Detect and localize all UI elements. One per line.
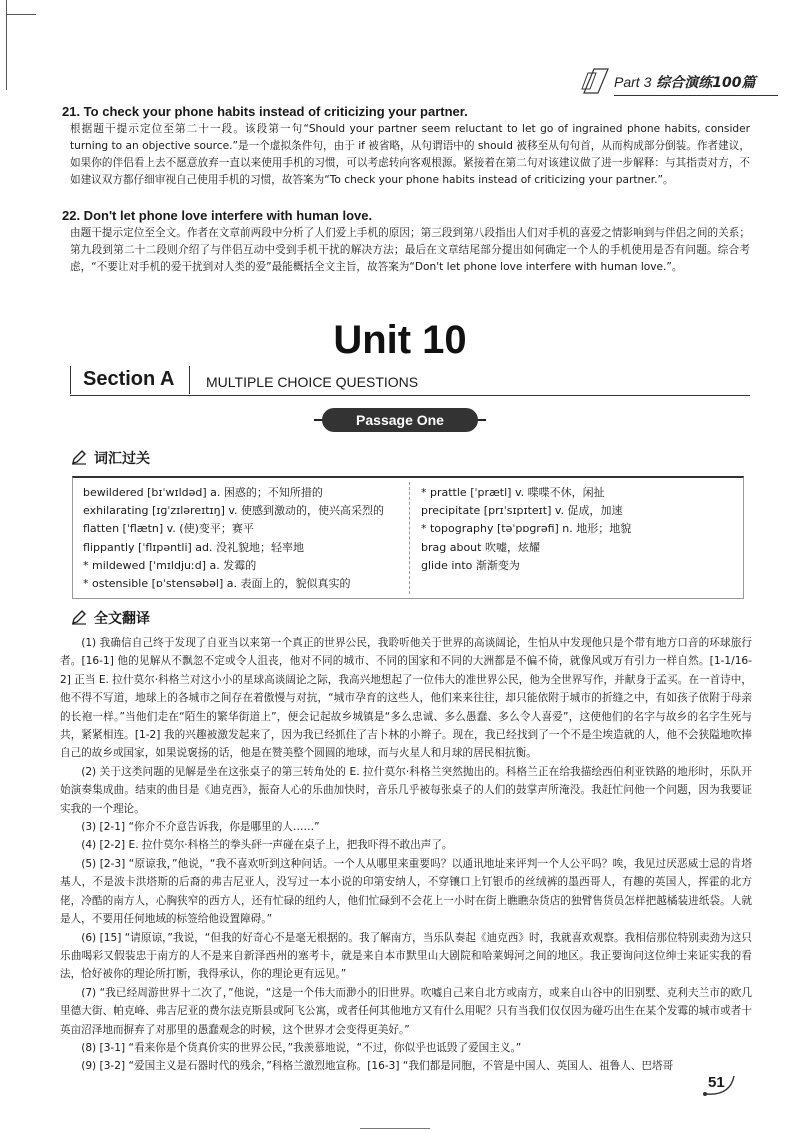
paragraph-1: (1) 我确信自己终于发现了自亚当以来第一个真正的世界公民，我聆听他关于世界的高谈阔论，生怕从中发现他只是个带有地方口音的环球旅行者。[16-1] 他的见解从不飘忽不定或令人沮丧，他对不同的城市、不同的国家和不同的大洲都是不偏不倚，就像风或万有引力一样自然。[1-1/16-2] 正当 E. 拉什莫尔·科格兰对这小小的星球高谈阔论之际，我高兴地想起了一位伟大的准世界公民，他为全世界写作，并献身于孟买。在一首诗中，他不得不写道，地球上的各城市之间存在着傲慢与对抗，“城市孕育的这些人，他们来来往往，却只能依附于城市的折缝之中，有如孩子依附于母亲的长袍一样。”当他们走在“陌生的繁华街道上”，便会记起故乡城镇是“多么忠诚、多么愚蠢、多么令人喜爱”，这使他们的名字与故乡的名字生死与共，紧紧相连。[1-2] 我的兴趣被激发起来了，因为我已经抓住了吉卜林的小辫子。现在，我已经找到了一个不是尘埃造就的人，他不会狭隘地吹捧自己的故乡或国家，如果说褒扬的话，他是在赞美整个圆圆的地球，而与火星人和月球的居民相抗衡。: [60, 637, 752, 760]
section-name: Section A: [83, 368, 175, 390]
vocab-divider: [409, 482, 410, 594]
vocab-item: * prattle [ˈprætl] v. 喋喋不休，闲扯: [421, 486, 605, 499]
vocab-item: flippantly [ˈflɪpəntli] ad. 没礼貌地；轻率地: [83, 540, 305, 554]
question-title: 21. To check your phone habits instead of criticizing your partner.: [62, 104, 468, 119]
section-rule: [70, 395, 750, 396]
header-rule: [614, 95, 778, 96]
paragraph-3: (3) [2-1] “你介不介意告诉我，你是哪里的人……”: [81, 821, 320, 834]
vocab-box: [72, 476, 744, 599]
header-title: 综合演练100篇: [656, 75, 756, 91]
header-text: [614, 72, 755, 92]
pencil-icon: [70, 448, 88, 466]
vocab-heading-text: 词汇过关: [94, 451, 150, 467]
vocab-column-right: [421, 484, 731, 575]
paragraph-7: (7) “我已经周游世界十二次了，”他说，“这是一个伟大而渺小的旧世界。吹嘘自己来自北方或南方，或来自山谷中的旧别墅、克利夫兰市的欧几里德大街、帕克峰、弗吉尼亚的费尔法克斯县或阿飞公寓，或者任何其他地方又有什么用呢？只有当我们仅仅因为碰巧出生在某个发霉的城市或者十英亩沼泽地而摒弃了对那里的愚蠢观念的时候，这个世界才会变得更美好。”: [60, 986, 752, 1036]
footer-mark: [360, 1128, 430, 1129]
paragraph-5: (5) [2-3] “原谅我，”他说，“我不喜欢听到这种问话。一个人从哪里来重要吗？以通讯地址来评判一个人公平吗？唉，我见过厌恶威士忌的肯塔基人，不是波卡洪塔斯的后裔的弗吉尼亚人，没写过一本小说的印第安纳人，不穿镶口上钉银币的丝绒裤的墨西哥人，有趣的英国人，挥霍的北方佬，冷酷的南方人，心胸狭窄的西方人，还有忙碌的纽约人，他们忙碌到不会花上一小时在街上瞧瞧杂货店的独臂售货员怎样把越橘装进纸袋。人就是人，不要用任何地域的标签给他设置障碍。”: [60, 857, 752, 926]
question-22: [62, 208, 750, 276]
section-heading: [70, 366, 750, 396]
part-badge-icon: [578, 66, 612, 96]
question-21: [62, 104, 750, 189]
section-box: [70, 366, 190, 394]
paragraph-9: (9) [3-2] “爱国主义是石器时代的残余，”科格兰激烈地宣称。[16-3] “我们都是同胞，不管是中国人、英国人、祖鲁人、巴塔哥: [81, 1060, 674, 1073]
vocab-item: glide into 渐渐变为: [421, 558, 520, 572]
paragraph-2: (2) 关于这类问题的见解是坐在这张桌子的第三转角处的 E. 拉什莫尔·科格兰突然抛出的。科格兰正在给我描绘西伯利亚铁路的地形时，乐队开始演奏集成曲。结束的曲目是《迪克西》，振奋人心的乐曲加快时，音乐几乎被每张桌子的人们的鼓掌声所淹没。我赶忙问他一个问题，因为我要证实我的一个理论。: [60, 765, 752, 815]
translation-heading: [70, 608, 150, 628]
paragraph-6: (6) [15] “请原谅，”我说，“但我的好奇心不是毫无根据的。我了解南方，当乐队奏起《迪克西》时，我就喜欢观察。我相信那位特别卖劲为这只乐曲喝彩又假装忠于南方的人不是来自新泽西州的塞考卡，就是来自本市默里山大剧院和哈莱姆河之间的地区。我正要询问这位绅士来证实我的看法，恰好被你的理论所打断，我得承认，你的理论更有远见。”: [60, 931, 752, 981]
vocab-column-left: [83, 484, 403, 593]
vocab-item: * ostensible [ɒˈstensəbəl] a. 表面上的，貌似真实的: [83, 577, 351, 591]
page-number: 51: [708, 1074, 725, 1091]
running-header: [578, 66, 778, 96]
vocab-item: * topography [təˈpɒɡrəfi] n. 地形；地貌: [421, 522, 632, 536]
header-part: Part 3: [614, 74, 652, 90]
vocab-item: precipitate [prɪˈsɪpɪteɪt] v. 促成，加速: [421, 504, 623, 518]
question-explanation: 由题干提示定位至全文。作者在文章前两段中分析了人们爱上手机的原因；第三段到第八段指出人们对手机的喜爱之情影响到与伴侣之间的关系；第九段到第二十二段则介绍了与伴侣互动中受到手机干扰的解决方法；最后在文章结尾部分提出如何确定一个人的手机使用是否有问题。综合考虑，“不要让对手机的爱干扰到对人类的爱”最能概括全文主旨，故答案为“Don't let phone love interfere with human love.”。: [70, 227, 750, 273]
passage-label: Passage One: [322, 408, 478, 432]
question-title: 22. Don't let phone love interfere with human love.: [62, 208, 373, 223]
vocab-item: brag about 吹嘘，炫耀: [421, 540, 540, 554]
paragraph-8: (8) [3-1] “看来你是个货真价实的世界公民，”我羡慕地说，“不过，你似乎也诋毁了爱国主义。”: [81, 1041, 522, 1054]
unit-title: Unit 10: [333, 318, 467, 362]
passage-banner: [322, 408, 478, 432]
vocab-heading: [70, 448, 150, 468]
question-explanation: 根据题干提示定位至第二十一段。该段第一句“Should your partner seem reluctant to let go of ingrained phone habits, consider turning to an objective source.”是一个虚拟条件句，由于 if 被省略，从句谓语中的 should 被移至从句句首，从而构成部分倒装。作者建议，如果你的伴侣看上去不愿意放弃一直以来使用手机的习惯，可以考虑转向客观根源。紧接着在第二句对该建议做了进一步解释：与其指责对方，不如建议双方都仔细审视自己使用手机的习惯，故答案为“To check your phone habits instead of criticizing your partner.”。: [70, 123, 750, 186]
section-subtitle: MULTIPLE CHOICE QUESTIONS: [206, 374, 419, 390]
translation-body: [60, 634, 752, 1076]
translation-heading-text: 全文翻译: [94, 611, 150, 627]
crop-mark-horizontal: [6, 14, 36, 15]
vocab-item: flatten [ˈflætn] v. (使)变平；赛平: [83, 522, 254, 536]
vocab-item: * mildewed [ˈmɪldjuːd] a. 发霉的: [83, 558, 257, 572]
pencil-icon: [70, 608, 88, 626]
vocab-item: exhilarating [ɪɡˈzɪləreɪtɪŋ] v. 使感到激动的，使兴高采烈的: [83, 504, 385, 518]
paragraph-4: (4) [2-2] E. 拉什莫尔·科格兰的拳头砰一声碰在桌子上，把我吓得不敢出声了。: [81, 839, 453, 852]
vocab-item: bewildered [bɪˈwɪldəd] a. 困惑的；不知所措的: [83, 486, 323, 499]
